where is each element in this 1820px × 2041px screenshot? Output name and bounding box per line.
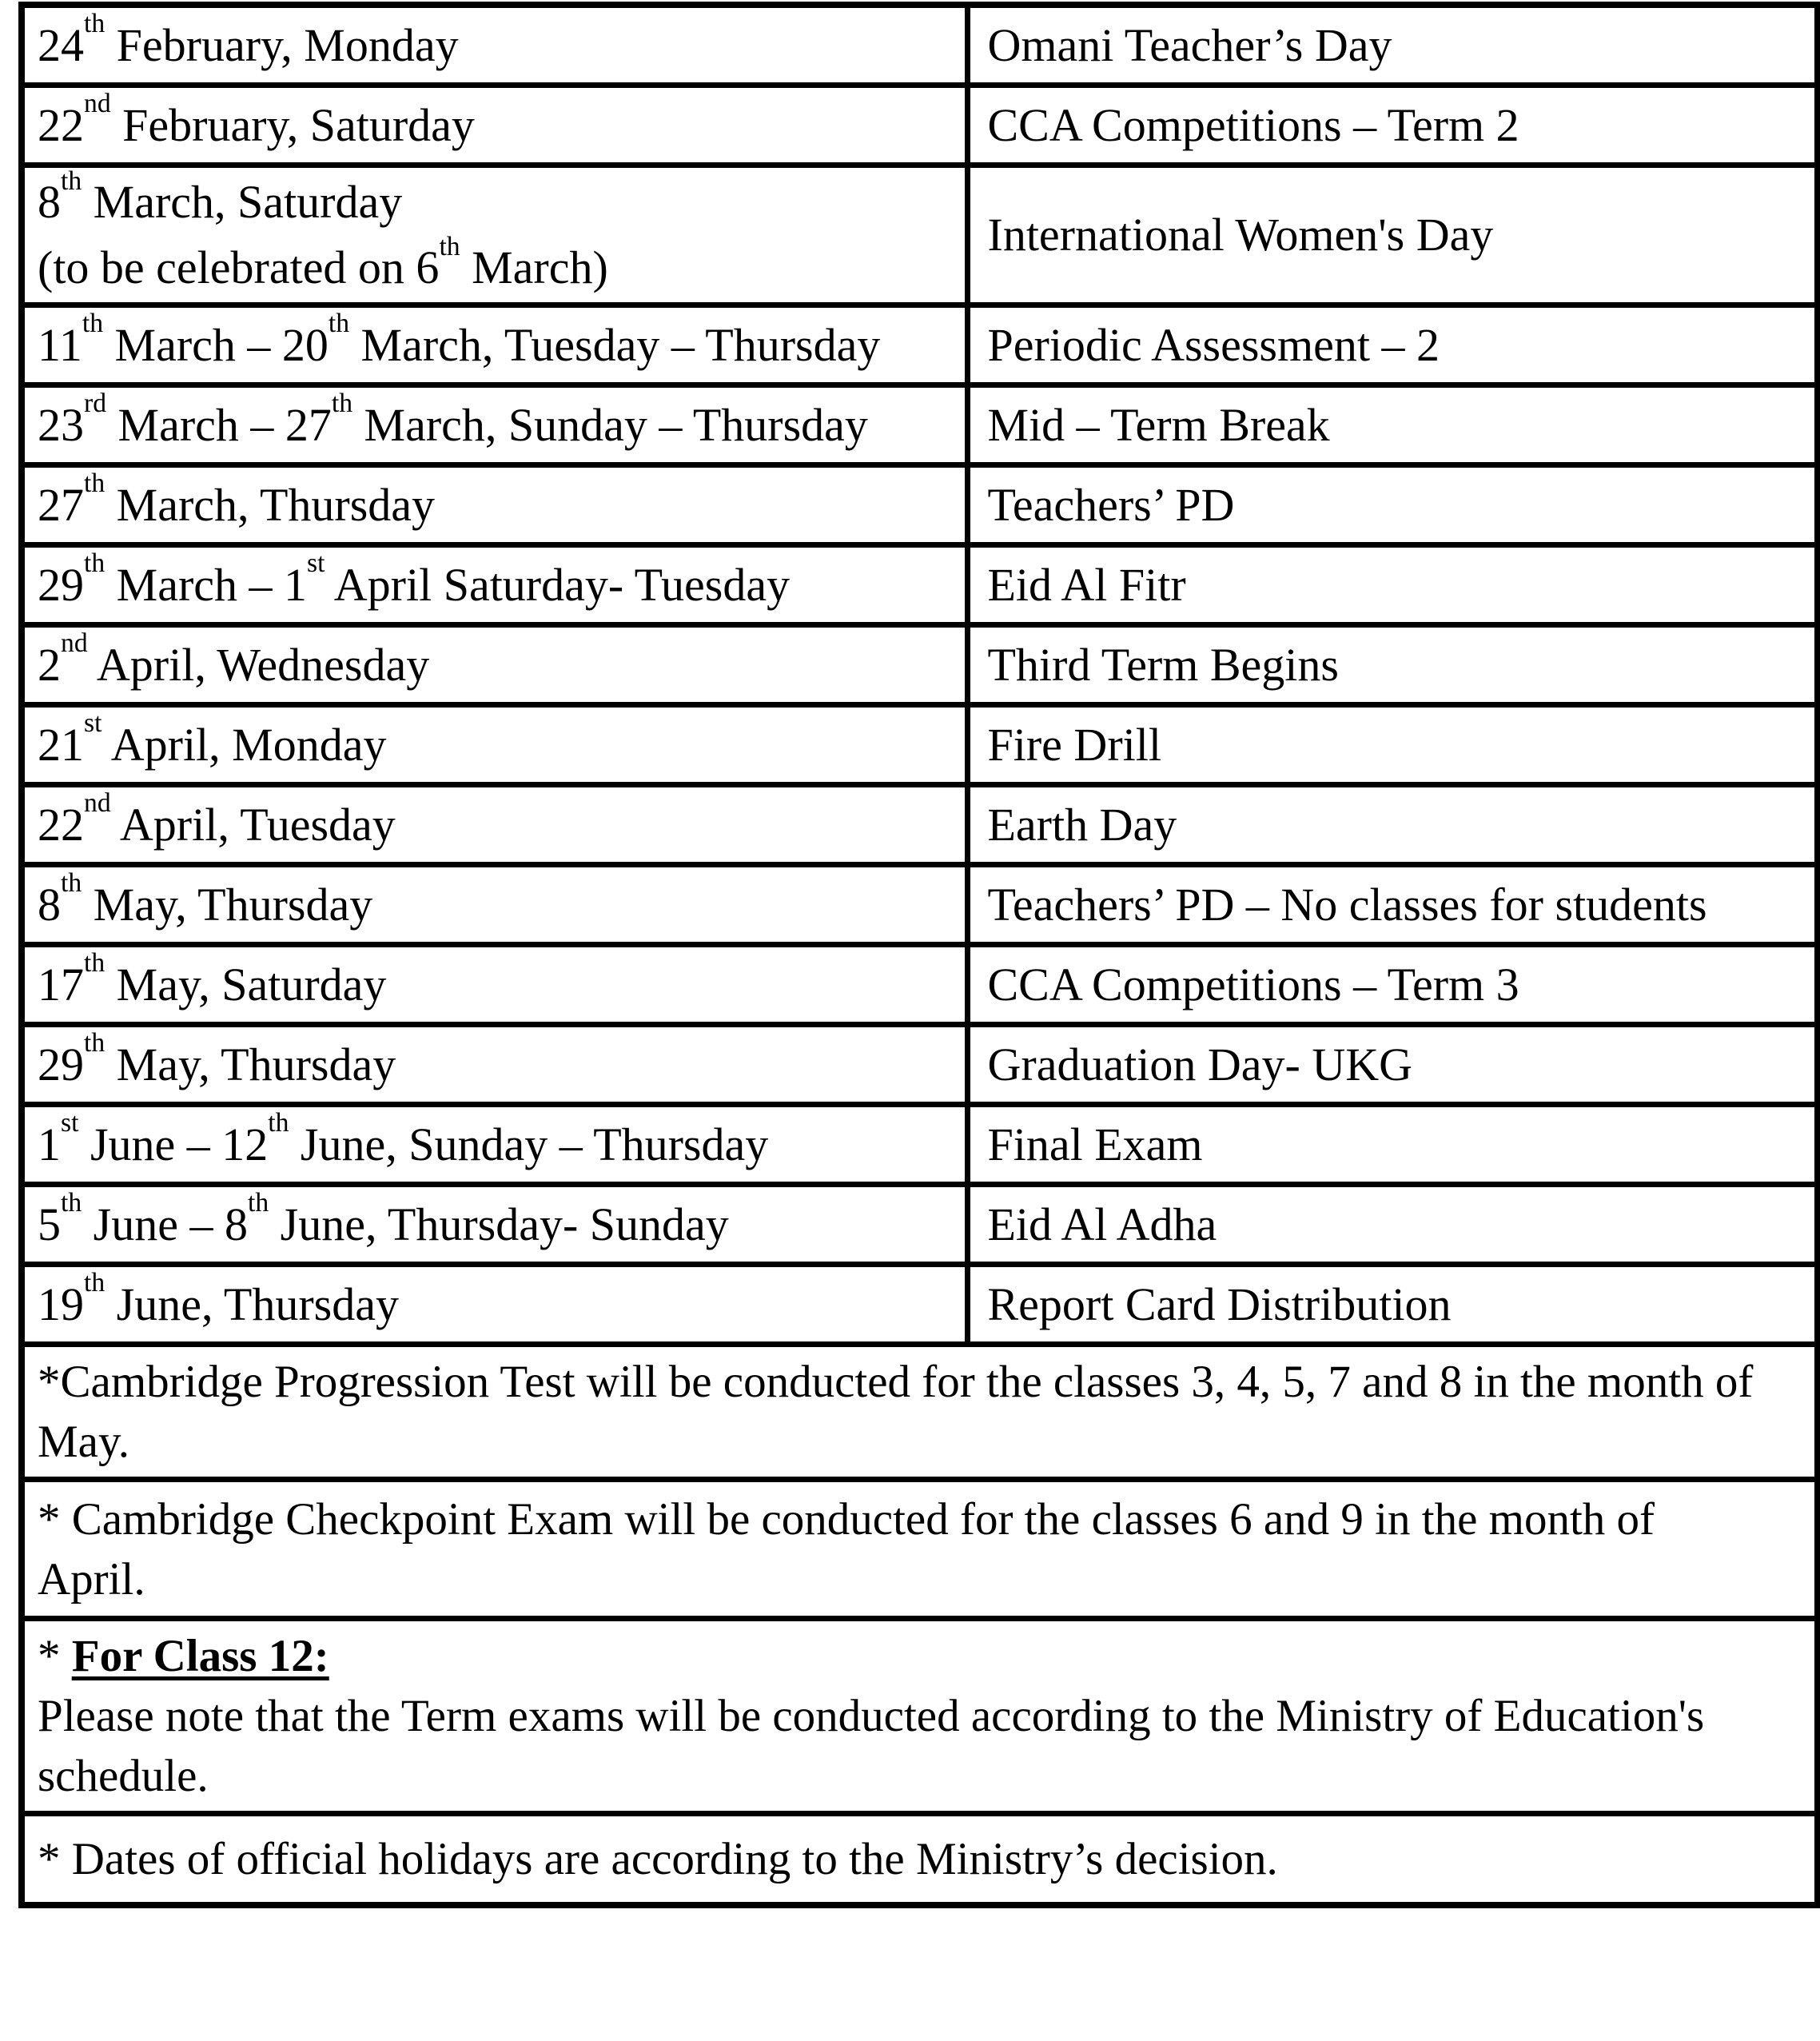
table-row [22,1265,1818,1345]
note-cell: * Dates of official holidays are according to the Ministry’s decision. [22,1814,1818,1906]
date-cell: 8th March, Saturday (to be celebrated on 6th March) [22,165,967,305]
ordinal-superscript: th [268,1108,289,1138]
table-row [22,865,1818,945]
table-row [22,385,1818,465]
date-cell: 29th May, Thursday [22,1025,967,1105]
note-cell: *Cambridge Progression Test will be conducted for the classes 3, 4, 5, 7 and 8 in the month of May. [22,1345,1818,1480]
ordinal-superscript: th [247,1188,269,1218]
document-page [0,2,1820,2041]
event-cell: Mid – Term Break [967,385,1818,465]
ordinal-superscript: rd [84,389,107,419]
table-row [22,465,1818,545]
table-row [22,545,1818,625]
ordinal-superscript: nd [84,89,111,119]
table-row [22,5,1818,86]
ordinal-superscript: th [84,1268,106,1298]
ordinal-superscript: th [84,9,106,39]
ordinal-superscript: st [307,548,325,579]
ordinal-superscript: th [84,468,106,499]
date-cell: 5th June – 8th June, Thursday- Sunday [22,1185,967,1265]
ordinal-superscript: th [82,309,104,339]
ordinal-superscript: th [439,231,460,261]
event-cell: Report Card Distribution [967,1265,1818,1345]
calendar-table-body [22,5,1818,1905]
event-cell: CCA Competitions – Term 2 [967,86,1818,165]
ordinal-superscript: th [61,165,82,196]
ordinal-superscript: st [84,708,102,739]
table-row [22,305,1818,385]
ordinal-superscript: th [328,309,350,339]
note-cell: * For Class 12: Please note that the Term exams will be conducted according to the Ministry of Education's schedule. [22,1619,1818,1814]
table-row [22,165,1818,305]
note-row [22,1345,1818,1480]
note-row [22,1814,1818,1906]
ordinal-superscript: th [61,868,82,899]
date-cell: 21st April, Monday [22,705,967,785]
ordinal-superscript: th [61,1188,82,1218]
ordinal-superscript: st [61,1108,79,1138]
event-cell: Periodic Assessment – 2 [967,305,1818,385]
event-cell: Teachers’ PD [967,465,1818,545]
table-row [22,705,1818,785]
event-cell: Eid Al Adha [967,1185,1818,1265]
note-row [22,1480,1818,1619]
date-cell: 11th March – 20th March, Tuesday – Thursday [22,305,967,385]
date-cell: 17th May, Saturday [22,945,967,1025]
event-cell: Fire Drill [967,705,1818,785]
date-cell: 22nd February, Saturday [22,86,967,165]
ordinal-superscript: th [84,948,106,979]
ordinal-superscript: th [84,1028,106,1058]
event-cell: Eid Al Fitr [967,545,1818,625]
bold-underlined-heading: For Class 12: [71,1631,329,1681]
date-cell: 8th May, Thursday [22,865,967,945]
ordinal-superscript: nd [61,628,88,659]
event-cell: Third Term Begins [967,625,1818,705]
table-row [22,945,1818,1025]
event-cell: International Women's Day [967,165,1818,305]
event-cell: Graduation Day- UKG [967,1025,1818,1105]
table-row [22,785,1818,865]
ordinal-superscript: nd [84,788,111,819]
date-cell: 22nd April, Tuesday [22,785,967,865]
date-cell: 19th June, Thursday [22,1265,967,1345]
event-cell: CCA Competitions – Term 3 [967,945,1818,1025]
note-row [22,1619,1818,1814]
date-cell: 1st June – 12th June, Sunday – Thursday [22,1105,967,1185]
date-cell: 29th March – 1st April Saturday- Tuesday [22,545,967,625]
date-cell: 2nd April, Wednesday [22,625,967,705]
note-cell: * Cambridge Checkpoint Exam will be conducted for the classes 6 and 9 in the month of April. [22,1480,1818,1619]
table-row [22,1105,1818,1185]
ordinal-superscript: th [84,548,106,579]
event-cell: Earth Day [967,785,1818,865]
date-cell: 24th February, Monday [22,5,967,86]
table-row [22,86,1818,165]
table-row [22,1025,1818,1105]
table-row [22,625,1818,705]
event-cell: Final Exam [967,1105,1818,1185]
date-cell: 23rd March – 27th March, Sunday – Thursday [22,385,967,465]
event-cell: Omani Teacher’s Day [967,5,1818,86]
academic-calendar-table [18,2,1820,1908]
ordinal-superscript: th [331,389,353,419]
table-row [22,1185,1818,1265]
event-cell: Teachers’ PD – No classes for students [967,865,1818,945]
date-cell: 27th March, Thursday [22,465,967,545]
